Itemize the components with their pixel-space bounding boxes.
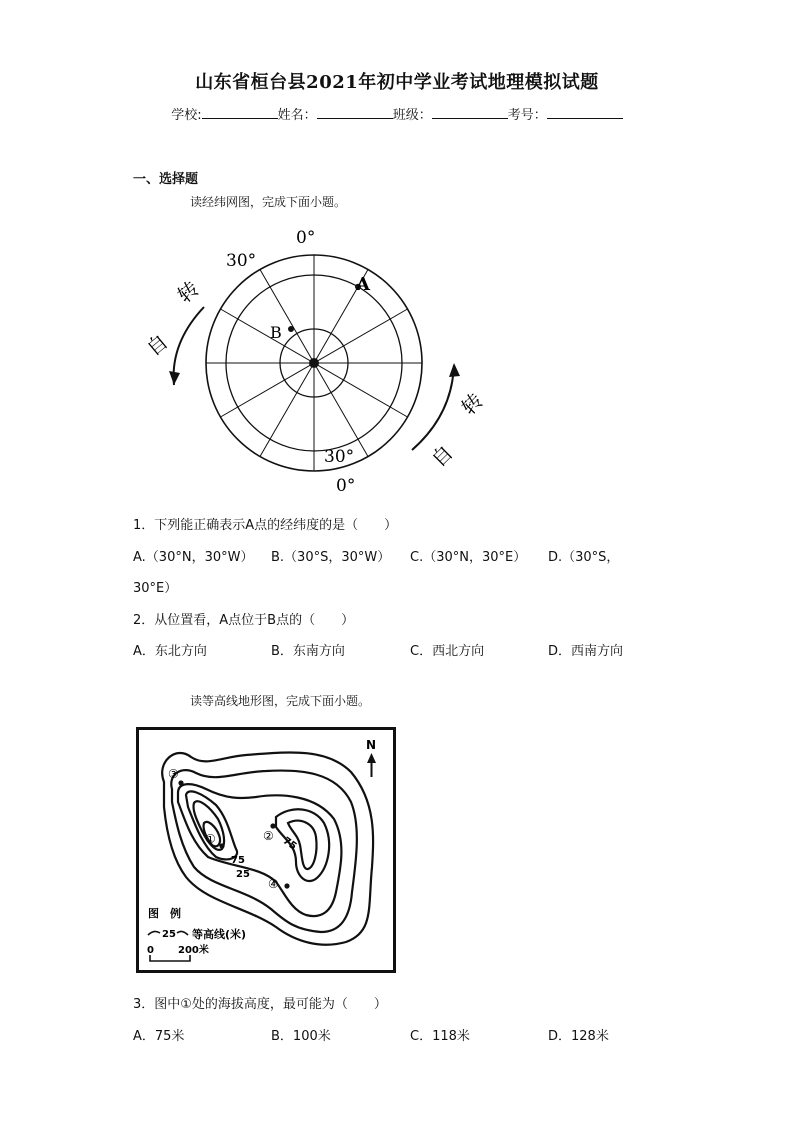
right-rotation-arc [412, 365, 454, 450]
name-blank[interactable] [317, 106, 393, 119]
marker-1: ① [205, 832, 216, 846]
q2-option-b[interactable]: B．东南方向 [271, 644, 345, 659]
name-label: 姓名： [277, 108, 317, 123]
right-rotation-char2: 转 [456, 388, 488, 420]
graticule-circles [206, 255, 422, 471]
label-bottom-0: 0° [336, 476, 356, 496]
id-blank[interactable] [547, 106, 623, 119]
q3-option-a[interactable]: A．75米 [133, 1029, 185, 1044]
figure1-intro: 读经纬网图，完成下面小题。 [190, 195, 347, 209]
label-top-30: 30° [226, 251, 257, 271]
contour-map-figure [136, 727, 396, 973]
left-rotation-char2: 转 [172, 276, 204, 308]
label-top-0: 0° [296, 228, 316, 248]
q2-option-c[interactable]: C．西北方向 [410, 644, 485, 659]
school-label: 学校: [171, 108, 202, 123]
figure2-intro: 读等高线地形图，完成下面小题。 [190, 694, 371, 708]
right-rotation-char1: 自 [426, 440, 458, 472]
q1-option-d[interactable]: D.（30°S， [548, 550, 620, 565]
point-b-label: B [270, 323, 282, 342]
q3-option-c[interactable]: C．118米 [410, 1029, 470, 1044]
point-3-dot [178, 780, 183, 785]
q3-option-b[interactable]: B．100米 [271, 1029, 331, 1044]
right-arrow-head-icon [449, 363, 460, 377]
point-1-dot [219, 843, 224, 848]
legend-contour-value: 25 [162, 929, 176, 940]
left-arrow-head-icon [169, 371, 180, 385]
student-info-line [0, 104, 794, 123]
q1-option-d-continued: 30°E） [133, 581, 178, 596]
q1-option-b[interactable]: B.（30°S，30°W） [271, 550, 391, 565]
q1-option-a[interactable]: A.（30°N，30°W） [133, 550, 254, 565]
question-1-stem: 1．下列能正确表示A点的经纬度的是（ ） [133, 518, 398, 533]
question-3-stem: 3．图中①处的海拔高度，最可能为（ ） [133, 997, 387, 1012]
point-a-label: A [356, 274, 370, 295]
point-2-dot [270, 823, 275, 828]
point-b-dot [288, 326, 294, 332]
exam-title: 山东省桓台县2021年初中学业考试地理模拟试题 [195, 72, 599, 93]
scale-zero: 0 [147, 945, 154, 956]
scale-distance: 200米 [178, 945, 209, 956]
class-label: 班级： [392, 108, 432, 123]
q1-option-c[interactable]: C.（30°N，30°E） [410, 550, 527, 565]
marker-3: ③ [168, 767, 179, 781]
q3-option-d[interactable]: D．128米 [548, 1029, 609, 1044]
q2-option-a[interactable]: A．东北方向 [133, 644, 207, 659]
polar-graticule-figure [130, 225, 530, 505]
section-title: 一、选择题 [133, 172, 199, 187]
contour-label-25: 25 [236, 869, 250, 880]
contour-label-75b: 75 [280, 835, 299, 853]
label-bottom-30: 30° [324, 447, 355, 467]
north-label: N [366, 738, 377, 752]
school-blank[interactable] [202, 106, 278, 119]
contour-label-75a: 75 [231, 855, 245, 866]
legend-title: 图 例 [148, 907, 181, 920]
marker-4: ④ [268, 877, 279, 891]
question-2-stem: 2．从位置看，A点位于B点的（ ） [133, 613, 355, 628]
q2-option-d[interactable]: D．西南方向 [548, 644, 624, 659]
legend-contour-label: 等高线(米) [192, 928, 247, 941]
left-rotation-char1: 自 [141, 329, 173, 361]
id-label: 考号： [507, 108, 547, 123]
class-blank[interactable] [432, 106, 508, 119]
pole-point [309, 358, 319, 368]
point-4-dot [284, 883, 289, 888]
marker-2: ② [263, 829, 274, 843]
